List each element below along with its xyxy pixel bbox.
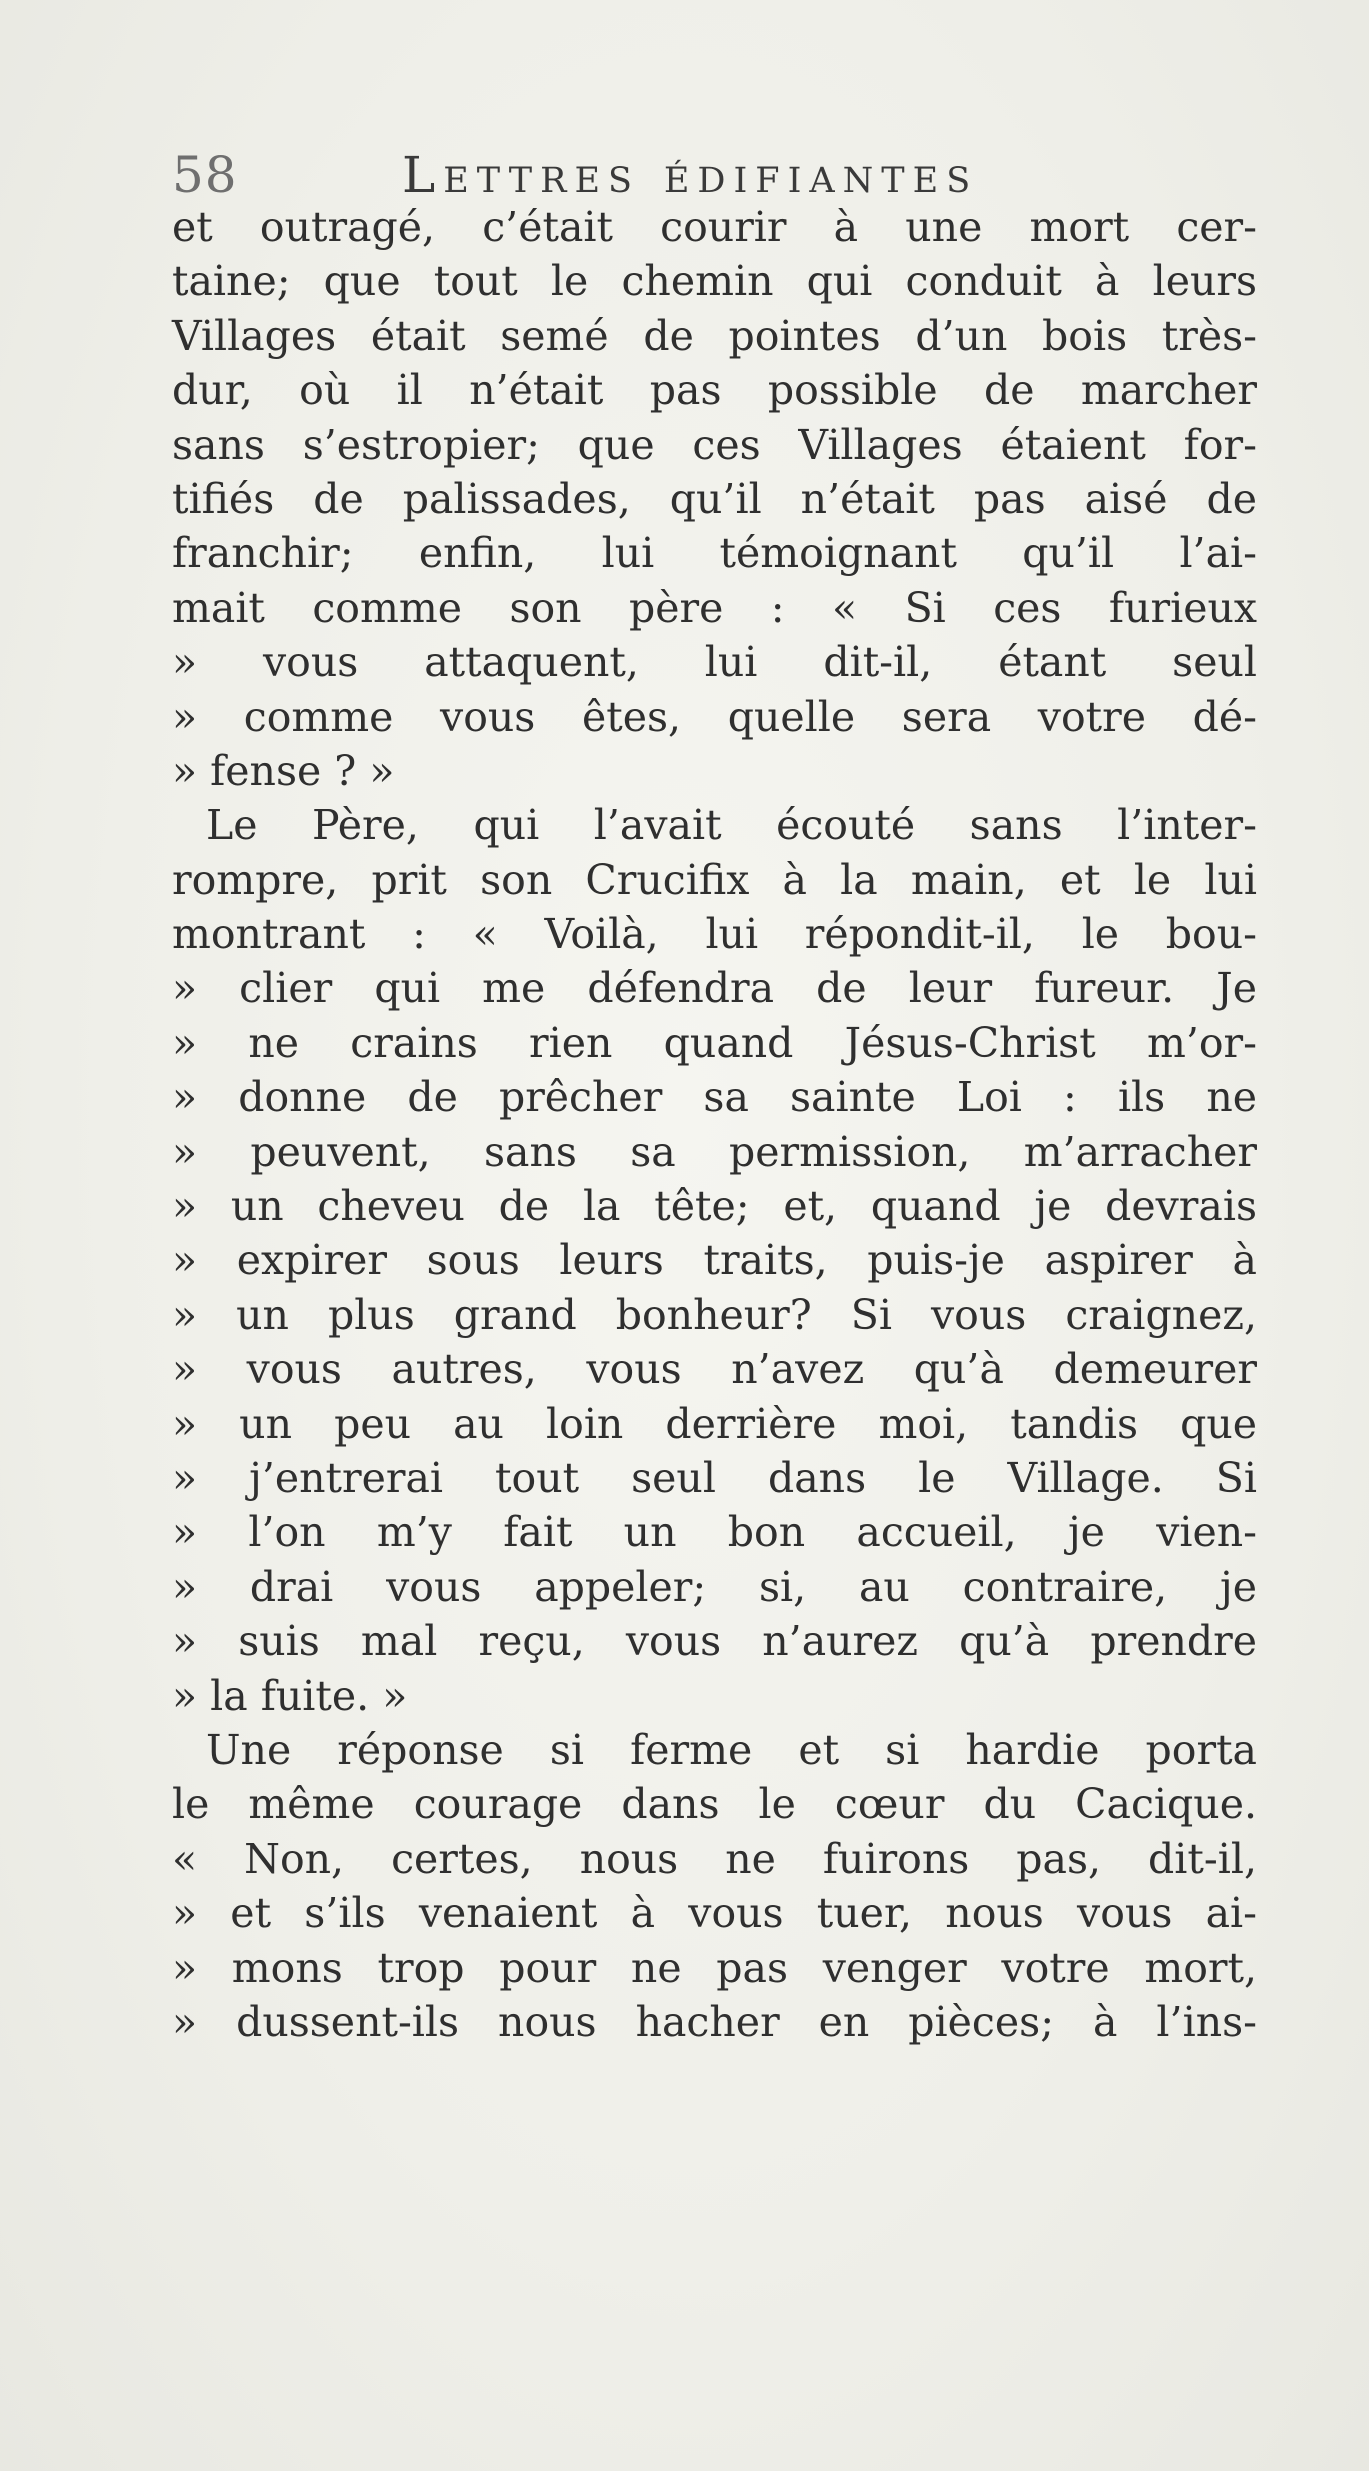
text-line: » mons trop pour ne pas venger votre mort,	[172, 1943, 1257, 1992]
text-line: » et s’ils venaient à vous tuer, nous vous ai-	[172, 1889, 1257, 1938]
text-line: » un cheveu de la tête; et, quand je devrais	[172, 1182, 1257, 1231]
text-line: montrant : « Voilà, lui répondit-il, le bou-	[172, 910, 1257, 959]
body-text	[172, 200, 1257, 2049]
text-line: » un plus grand bonheur? Si vous craignez,	[172, 1290, 1257, 1339]
text-line: » la fuite. »	[172, 1671, 408, 1720]
text-line: sans s’estropier; que ces Villages étaient for-	[172, 420, 1257, 469]
text-line: » fense ? »	[172, 746, 395, 795]
text-line: Le Père, qui l’avait écouté sans l’inter-	[206, 801, 1257, 850]
text-line: » peuvent, sans sa permission, m’arracher	[172, 1127, 1257, 1176]
text-line: dur, où il n’était pas possible de marcher	[172, 366, 1257, 415]
text-line: » clier qui me défendra de leur fureur. Je	[172, 964, 1257, 1013]
text-line: » suis mal reçu, vous n’aurez qu’à prendre	[172, 1617, 1257, 1666]
text-line: franchir; enfin, lui témoignant qu’il l’ai-	[172, 529, 1257, 578]
text-line: » ne crains rien quand Jésus-Christ m’or-	[172, 1018, 1257, 1067]
page-number: 58	[172, 146, 238, 204]
text-line: » expirer sous leurs traits, puis-je aspirer à	[172, 1236, 1257, 1285]
text-line: » vous attaquent, lui dit-il, étant seul	[172, 638, 1257, 687]
text-line: rompre, prit son Crucifix à la main, et le lui	[172, 855, 1257, 904]
text-line: taine; que tout le chemin qui conduit à leurs	[172, 257, 1257, 306]
text-line: » drai vous appeler; si, au contraire, je	[172, 1562, 1257, 1611]
text-line: » l’on m’y fait un bon accueil, je vien-	[172, 1508, 1257, 1557]
text-line: » vous autres, vous n’avez qu’à demeurer	[172, 1345, 1257, 1394]
text-line: » dussent-ils nous hacher en pièces; à l’ins-	[172, 1997, 1257, 2046]
text-line: et outragé, c’était courir à une mort cer-	[172, 203, 1257, 251]
text-line: le même courage dans le cœur du Cacique.	[172, 1780, 1257, 1829]
text-line: » j’entrerai tout seul dans le Village. Si	[172, 1453, 1257, 1502]
text-line: Villages était semé de pointes d’un bois très-	[172, 311, 1257, 360]
text-line: » donne de prêcher sa sainte Loi : ils ne	[172, 1073, 1257, 1122]
text-line: » un peu au loin derrière moi, tandis que	[172, 1399, 1257, 1448]
text-line: « Non, certes, nous ne fuirons pas, dit-il,	[172, 1834, 1257, 1883]
text-line: tifiés de palissades, qu’il n’était pas aisé de	[172, 474, 1257, 523]
running-title: Lettres édifiantes	[402, 146, 979, 204]
text-line: Une réponse si ferme et si hardie porta	[206, 1725, 1257, 1774]
text-line: mait comme son père : « Si ces furieux	[172, 583, 1257, 632]
text-line: » comme vous êtes, quelle sera votre dé-	[172, 692, 1257, 741]
